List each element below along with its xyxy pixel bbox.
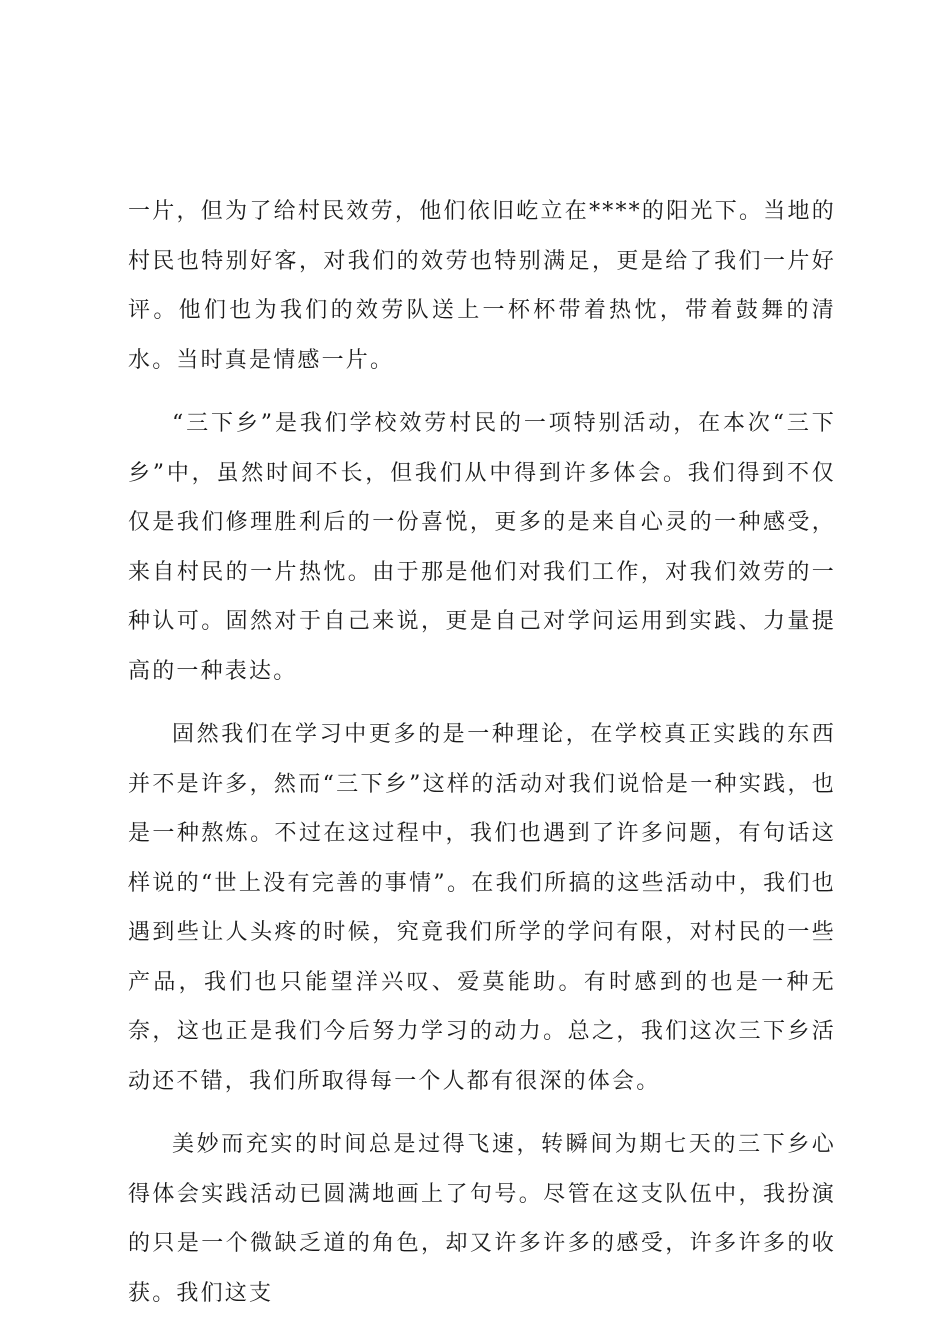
document-body [128,187,836,1332]
paragraph-2: “三下乡”是我们学校效劳村民的一项特别活动，在本次“三下乡”中，虽然时间不长，但我们从中得到许多体会。我们得到不仅仅是我们修理胜利后的一份喜悦，更多的是来自心灵的一种感受，来自村民的一片热忱。由于那是他们对我们工作，对我们效劳的一种认可。固然对于自己来说，更是自己对学问运用到实践、力量提高的一种表达。 [128,411,836,684]
paragraph-1: 一片，但为了给村民效劳，他们依旧屹立在****的阳光下。当地的村民也特别好客，对我们的效劳也特别满足，更是给了我们一片好评。他们也为我们的效劳队送上一杯杯带着热忱，带着鼓舞的清水。当时真是情感一片。 [128,199,836,373]
paragraph-3: 固然我们在学习中更多的是一种理论，在学校真正实践的东西并不是许多，然而“三下乡”这样的活动对我们说恰是一种实践，也是一种熬炼。不过在这过程中，我们也遇到了许多问题，有句话这样说的“世上没有完善的事情”。在我们所搞的这些活动中，我们也遇到些让人头疼的时候，究竟我们所学的学问有限，对村民的一些产品，我们也只能望洋兴叹、爱莫能助。有时感到的也是一种无奈，这也正是我们今后努力学习的动力。总之，我们这次三下乡活动还不错，我们所取得每一个人都有很深的体会。 [128,722,836,1094]
paragraph-4: 美妙而充实的时间总是过得飞速，转瞬间为期七天的三下乡心得体会实践活动已圆满地画上了句号。尽管在这支队伍中，我扮演的只是一个微缺乏道的角色，却又许多许多的感受，许多许多的收获。我们这支 [128,1132,836,1306]
